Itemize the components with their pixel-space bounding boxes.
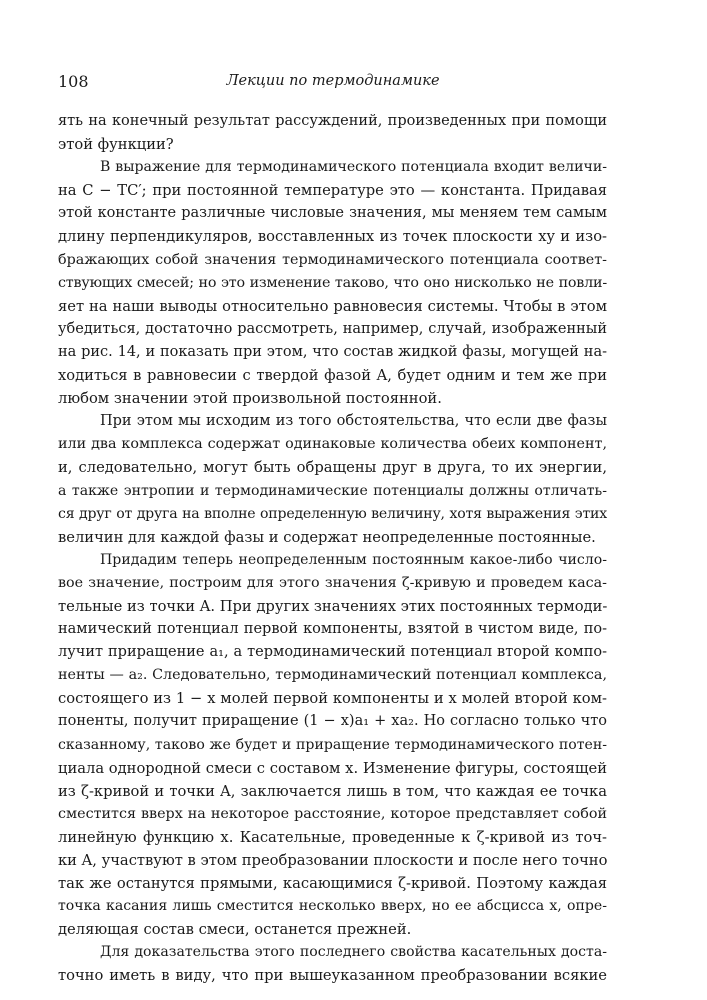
- text-line: ходиться в равновесии с твердой фазой A, будет одним и тем же при: [58, 367, 607, 385]
- body-text: [58, 110, 607, 988]
- text-line: или два комплекса содержат одинаковые количества обеих компонент,: [58, 436, 607, 453]
- text-line: намический потенциал первой компоненты, взятой в чистом виде, по-: [58, 621, 607, 638]
- text-line: поненты, получит приращение (1 − x)a₁ + xa₂. Но согласно только что: [58, 713, 607, 730]
- text-line: величин для каждой фазы и содержат неопределенные постоянные.: [58, 528, 596, 546]
- text-line: Для доказательства этого последнего свойства касательных доста-: [100, 944, 607, 961]
- text-line: ять на конечный результат рассуждений, произведенных при помощи: [58, 113, 607, 129]
- text-line: сказанному, таково же будет и приращение термодинамического потен-: [58, 736, 607, 753]
- text-line: ки A, участвуют в этом преобразовании плоскости и после него точно: [58, 852, 608, 869]
- text-line: линейную функцию x. Касательные, проведенные к ζ-кривой из точ-: [58, 828, 607, 846]
- text-line: циала однородной смеси с составом x. Изменение фигуры, состоящей: [58, 759, 607, 777]
- text-line: При этом мы исходим из того обстоятельства, что если две фазы: [100, 413, 607, 430]
- text-line: из ζ-кривой и точки A, заключается лишь в том, что каждая ее точка: [58, 782, 607, 800]
- text-line: этой константе различные числовые значения, мы меняем тем самым: [58, 205, 607, 222]
- text-line: В выражение для термодинамического потенциала входит величи-: [100, 159, 607, 176]
- text-line: длину перпендикуляров, восставленных из точек плоскости xy и изо-: [58, 228, 607, 246]
- text-line: так же останутся прямыми, касающимися ζ-кривой. Поэтому каждая: [58, 875, 607, 893]
- text-line: яет на наши выводы относительно равновесия системы. Чтобы в этом: [58, 297, 607, 315]
- page-number: 108: [58, 72, 89, 91]
- running-title: Лекции по термодинамике: [226, 73, 440, 89]
- text-line: Придадим теперь неопределенным постоянным какое-либо число-: [100, 551, 607, 568]
- text-line: любом значении этой произвольной постоянной.: [58, 390, 442, 408]
- text-line: ся друг от друга на вполне определенную величину, хотя выражения этих: [58, 505, 607, 522]
- text-line: и, следовательно, могут быть обращены друг в друга, то их энергии,: [58, 459, 607, 477]
- text-line: этой функции?: [58, 136, 174, 154]
- page-header: [58, 72, 608, 94]
- text-line: бражающих собой значения термодинамического потенциала соответ-: [58, 251, 607, 268]
- text-line: деляющая состав смеси, останется прежней.: [58, 921, 412, 939]
- text-line: убедиться, достаточно рассмотреть, например, случай, изображенный: [58, 320, 607, 337]
- text-line: состоящего из 1 − x молей первой компоненты и x молей второй ком-: [58, 690, 607, 708]
- text-line: ненты — a₂. Следовательно, термодинамический потенциал комплекса,: [58, 667, 607, 684]
- text-line: а также энтропии и термодинамические потенциалы должны отличать-: [58, 482, 607, 499]
- text-line: вое значение, построим для этого значения ζ-кривую и проведем каса-: [58, 574, 607, 591]
- text-line: на рис. 14, и показать при этом, что состав жидкой фазы, могущей на-: [58, 343, 607, 360]
- text-line: лучит приращение a₁, а термодинамический потенциал второй компо-: [58, 644, 607, 661]
- text-line: сместится вверх на некоторое расстояние, которое представляет собой: [58, 805, 607, 822]
- text-line: точно иметь в виду, что при вышеуказанном преобразовании всякие: [58, 967, 607, 985]
- text-line: тельные из точки A. При других значениях этих постоянных термоди-: [58, 597, 608, 615]
- text-line: на C − TC′; при постоянной температуре это — константа. Придавая: [58, 182, 607, 200]
- text-line: точка касания лишь сместится несколько вверх, но ее абсцисса x, опре-: [58, 898, 607, 915]
- text-line: ствующих смесей; но это изменение таково, что оно нисколько не повли-: [58, 274, 607, 291]
